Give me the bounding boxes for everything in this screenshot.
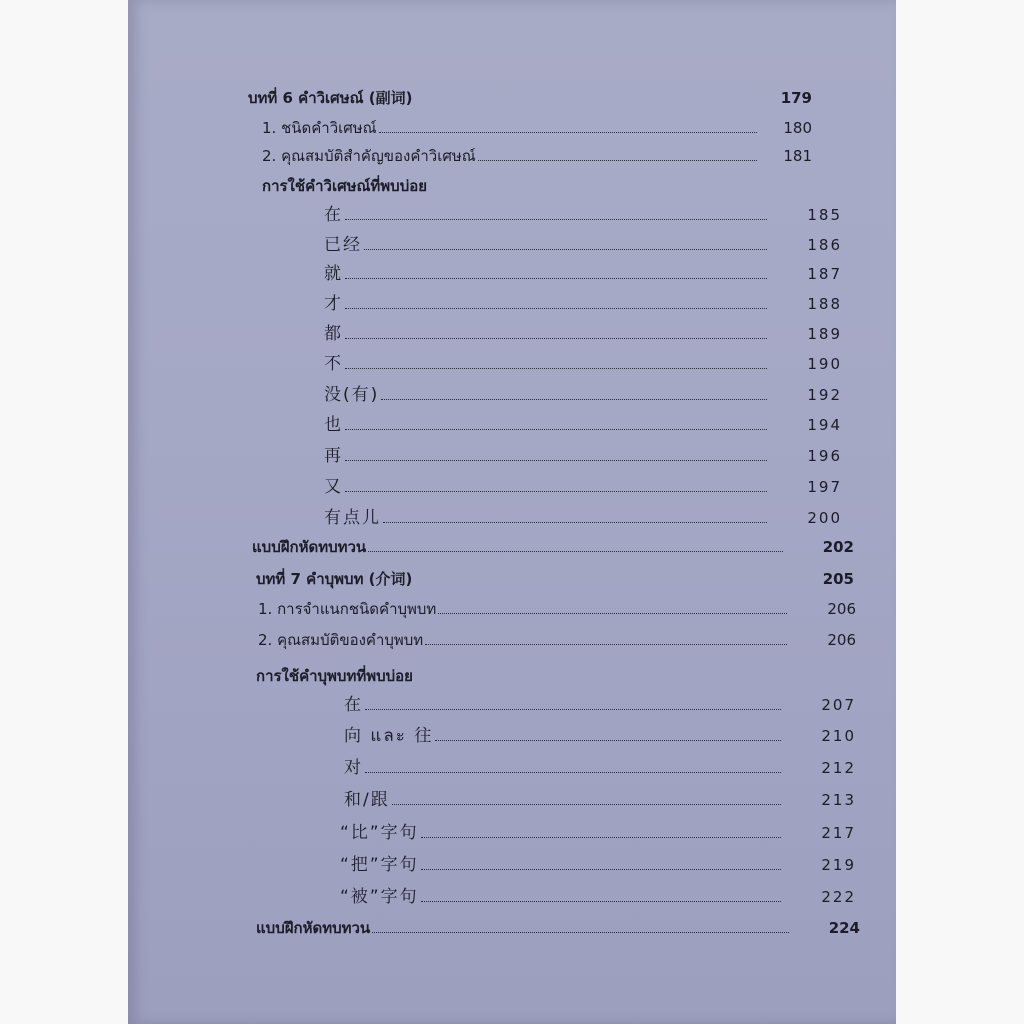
review-label: แบบฝึกหัดทบทวน: [256, 919, 371, 937]
left-background: [0, 0, 128, 1024]
toc-entry: [324, 441, 842, 466]
entry-page: 180: [783, 119, 812, 137]
toc-entry: [324, 410, 842, 435]
entry-label: 再: [324, 446, 343, 466]
review-page: 224: [828, 919, 860, 937]
review-entry: [252, 535, 854, 559]
entry-label: 没(有): [324, 385, 380, 405]
entry-label: 对: [344, 758, 363, 778]
entry-page: 222: [821, 888, 856, 906]
entry-label: 就: [324, 264, 343, 284]
toc-entry: [340, 882, 856, 907]
entry-page: 219: [821, 856, 856, 874]
dot-leader: [381, 399, 767, 400]
usage-heading-text: การใช้คำบุพบทที่พบบ่อย: [256, 667, 413, 685]
dot-leader: [379, 132, 758, 133]
toc-entry: [324, 259, 842, 284]
entry-label: 也: [324, 415, 343, 435]
entry-label: “被”字句: [340, 887, 419, 907]
entry-page: 196: [807, 447, 842, 465]
entry-label: 在: [344, 695, 363, 715]
review-entry: [256, 916, 860, 940]
dot-leader: [421, 869, 782, 870]
entry-label: 和/跟: [344, 790, 390, 810]
chapter-6-title: บทที่ 6 คำวิเศษณ์ (副词): [248, 89, 413, 107]
entry-page: 213: [821, 791, 856, 809]
dot-leader: [345, 219, 767, 220]
dot-leader: [421, 837, 782, 838]
entry-page: 217: [821, 824, 856, 842]
dot-leader: [438, 613, 787, 614]
entry-page: 186: [807, 236, 842, 254]
entry-label: 才: [324, 294, 343, 314]
dot-leader: [421, 901, 782, 902]
dot-leader: [364, 249, 767, 250]
entry-label: 都: [324, 324, 343, 344]
book-page: [128, 0, 896, 1024]
entry-label: 向 และ 往: [344, 726, 434, 746]
entry-page: 181: [783, 147, 812, 165]
entry-page: 206: [827, 631, 856, 649]
review-label: แบบฝึกหัดทบทวน: [252, 538, 367, 556]
dot-leader: [365, 772, 781, 773]
dot-leader: [392, 804, 782, 805]
dot-leader: [345, 429, 767, 430]
dot-leader: [345, 368, 767, 369]
right-background: [896, 0, 1024, 1024]
entry-label: “把”字句: [340, 855, 419, 875]
toc-entry: [324, 472, 842, 497]
toc-entry: [344, 753, 856, 778]
dot-leader: [345, 460, 767, 461]
entry-page: 187: [807, 265, 842, 283]
toc-entry: [324, 349, 842, 374]
entry-page: 185: [807, 206, 842, 224]
entry-label: 2. คุณสมบัติของคำบุพบท: [258, 631, 424, 649]
toc-entry: [324, 200, 842, 225]
toc-entry: [262, 144, 812, 168]
toc-entry: [340, 850, 856, 875]
dot-leader: [345, 338, 767, 339]
toc-entry: [324, 380, 842, 405]
entry-label: 1. ชนิดคำวิเศษณ์: [262, 119, 377, 137]
entry-page: 192: [807, 386, 842, 404]
chapter-7-title: บทที่ 7 คำบุพบท (介词): [256, 570, 413, 588]
toc-entry: [344, 690, 856, 715]
entry-label: 2. คุณสมบัติสำคัญของคำวิเศษณ์: [262, 147, 476, 165]
toc-entry: [324, 289, 842, 314]
dot-leader: [383, 522, 767, 523]
chapter-6-entry: [248, 86, 812, 110]
entry-page: 206: [827, 600, 856, 618]
toc-entry: [344, 721, 856, 749]
entry-page: 210: [821, 727, 856, 745]
dot-leader: [345, 278, 767, 279]
entry-label: 有点儿: [324, 508, 381, 528]
dot-leader: [368, 551, 783, 552]
entry-label: 1. การจำแนกชนิดคำบุพบท: [258, 600, 437, 618]
entry-page: 212: [821, 759, 856, 777]
dot-leader: [372, 932, 789, 933]
entry-label: 已经: [324, 235, 362, 255]
toc-entry: [258, 628, 856, 652]
toc-entry: [324, 230, 842, 255]
chapter-7-page: 205: [822, 570, 854, 588]
usage-heading: [256, 664, 413, 688]
dot-leader: [345, 308, 767, 309]
entry-page: 189: [807, 325, 842, 343]
entry-page: 200: [807, 509, 842, 527]
usage-heading-text: การใช้คำวิเศษณ์ที่พบบ่อย: [262, 177, 428, 195]
dot-leader: [365, 709, 781, 710]
entry-page: 190: [807, 355, 842, 373]
review-page: 202: [822, 538, 854, 556]
entry-page: 194: [807, 416, 842, 434]
chapter-7-entry: [256, 567, 854, 591]
entry-label: 又: [324, 477, 343, 497]
usage-heading: [262, 174, 427, 198]
chapter-6-page: 179: [780, 89, 812, 107]
toc-entry: [324, 319, 842, 344]
dot-leader: [345, 491, 767, 492]
entry-page: 188: [807, 295, 842, 313]
dot-leader: [478, 160, 758, 161]
toc-entry: [258, 597, 856, 621]
toc-entry: [324, 503, 842, 528]
entry-page: 207: [821, 696, 856, 714]
entry-page: 197: [807, 478, 842, 496]
toc-entry: [344, 785, 856, 810]
dot-leader: [425, 644, 787, 645]
toc-entry: [340, 818, 856, 843]
dot-leader: [435, 740, 781, 741]
entry-label: 在: [324, 205, 343, 225]
entry-label: “比”字句: [340, 823, 419, 843]
entry-label: 不: [324, 354, 343, 374]
toc-entry: [262, 116, 812, 140]
